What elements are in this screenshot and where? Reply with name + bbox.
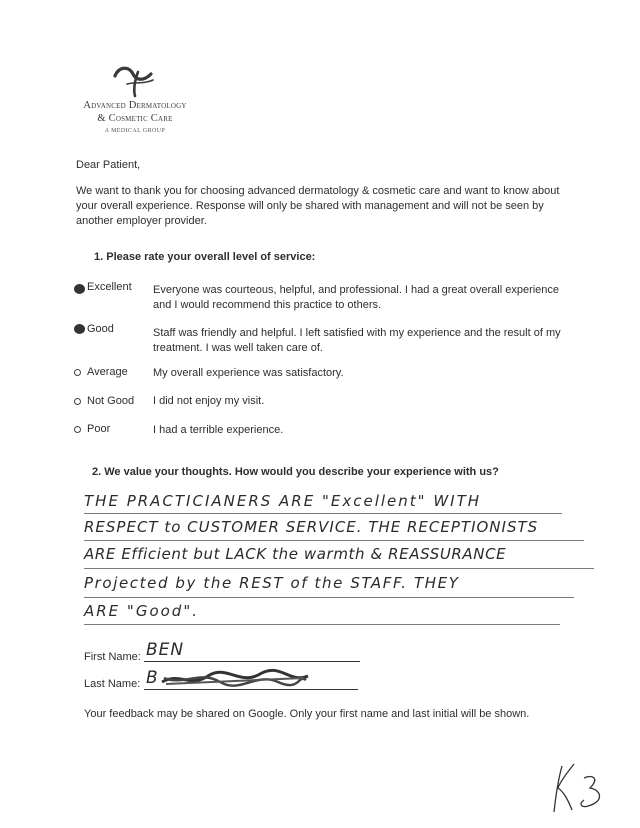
option-desc-good: Staff was friendly and helpful. I left satisfied with my experience and the result of my treatment. I was well taken care of. <box>153 327 561 354</box>
practice-logo <box>70 62 200 134</box>
first-name-label: First Name: <box>84 651 141 663</box>
answer-rule-4 <box>84 597 574 598</box>
signature <box>548 760 618 820</box>
answer-rule-2 <box>84 540 584 541</box>
option-desc-not-good: I did not enjoy my visit. <box>153 395 265 407</box>
answer-line-1: THE PRACTICIANERS ARE "Excellent" WITH <box>84 492 482 510</box>
redaction-scribble <box>160 668 310 690</box>
first-name-line <box>144 661 360 662</box>
logo-mark-icon <box>105 62 165 98</box>
last-name-value[interactable]: B <box>146 668 159 688</box>
radio-good[interactable] <box>74 324 85 334</box>
logo-line-1: Advanced Dermatology <box>83 100 187 111</box>
question-1-label: 1. Please rate your overall level of service: <box>94 251 316 263</box>
option-label-poor: Poor <box>87 423 111 435</box>
option-label-not-good: Not Good <box>87 395 135 407</box>
logo-line-2: & Cosmetic Care <box>97 113 173 124</box>
option-desc-excellent: Everyone was courteous, helpful, and professional. I had a great overall experience and I would recommend this practice to others. <box>153 284 560 311</box>
logo-tagline: A MEDICAL GROUP <box>104 128 166 134</box>
option-desc-poor: I had a terrible experience. <box>153 424 284 436</box>
answer-rule-5 <box>84 624 560 625</box>
answer-rule-1 <box>84 513 562 514</box>
radio-excellent[interactable] <box>74 284 85 294</box>
first-name-value[interactable]: BEN <box>146 640 185 660</box>
option-label-average: Average <box>87 366 128 378</box>
radio-not-good[interactable] <box>74 398 81 405</box>
greeting: Dear Patient, <box>76 159 141 171</box>
footer-note: Your feedback may be shared on Google. Only your first name and last initial will be shown. <box>84 708 530 720</box>
answer-line-2: RESPECT to CUSTOMER SERVICE. THE RECEPTIONISTS <box>84 518 539 536</box>
radio-poor[interactable] <box>74 426 81 433</box>
last-name-line <box>144 689 358 690</box>
option-label-excellent: Excellent <box>87 281 132 293</box>
question-2-label: 2. We value your thoughts. How would you describe your experience with us? <box>92 466 499 478</box>
answer-line-5: ARE "Good". <box>84 602 199 620</box>
radio-average[interactable] <box>74 369 81 376</box>
last-name-label: Last Name: <box>84 678 141 690</box>
answer-rule-3 <box>84 568 594 569</box>
answer-line-4: Projected by the REST of the STAFF. THEY <box>84 574 460 592</box>
intro-paragraph: We want to thank you for choosing advanced dermatology & cosmetic care and want to know about your overall experience. Response will only be shared with management and will not be seen by another employer provider. <box>76 185 560 227</box>
answer-line-3: ARE Efficient but LACK the warmth & REASSURANCE <box>84 545 507 563</box>
option-label-good: Good <box>87 323 114 335</box>
option-desc-average: My overall experience was satisfactory. <box>153 367 344 379</box>
